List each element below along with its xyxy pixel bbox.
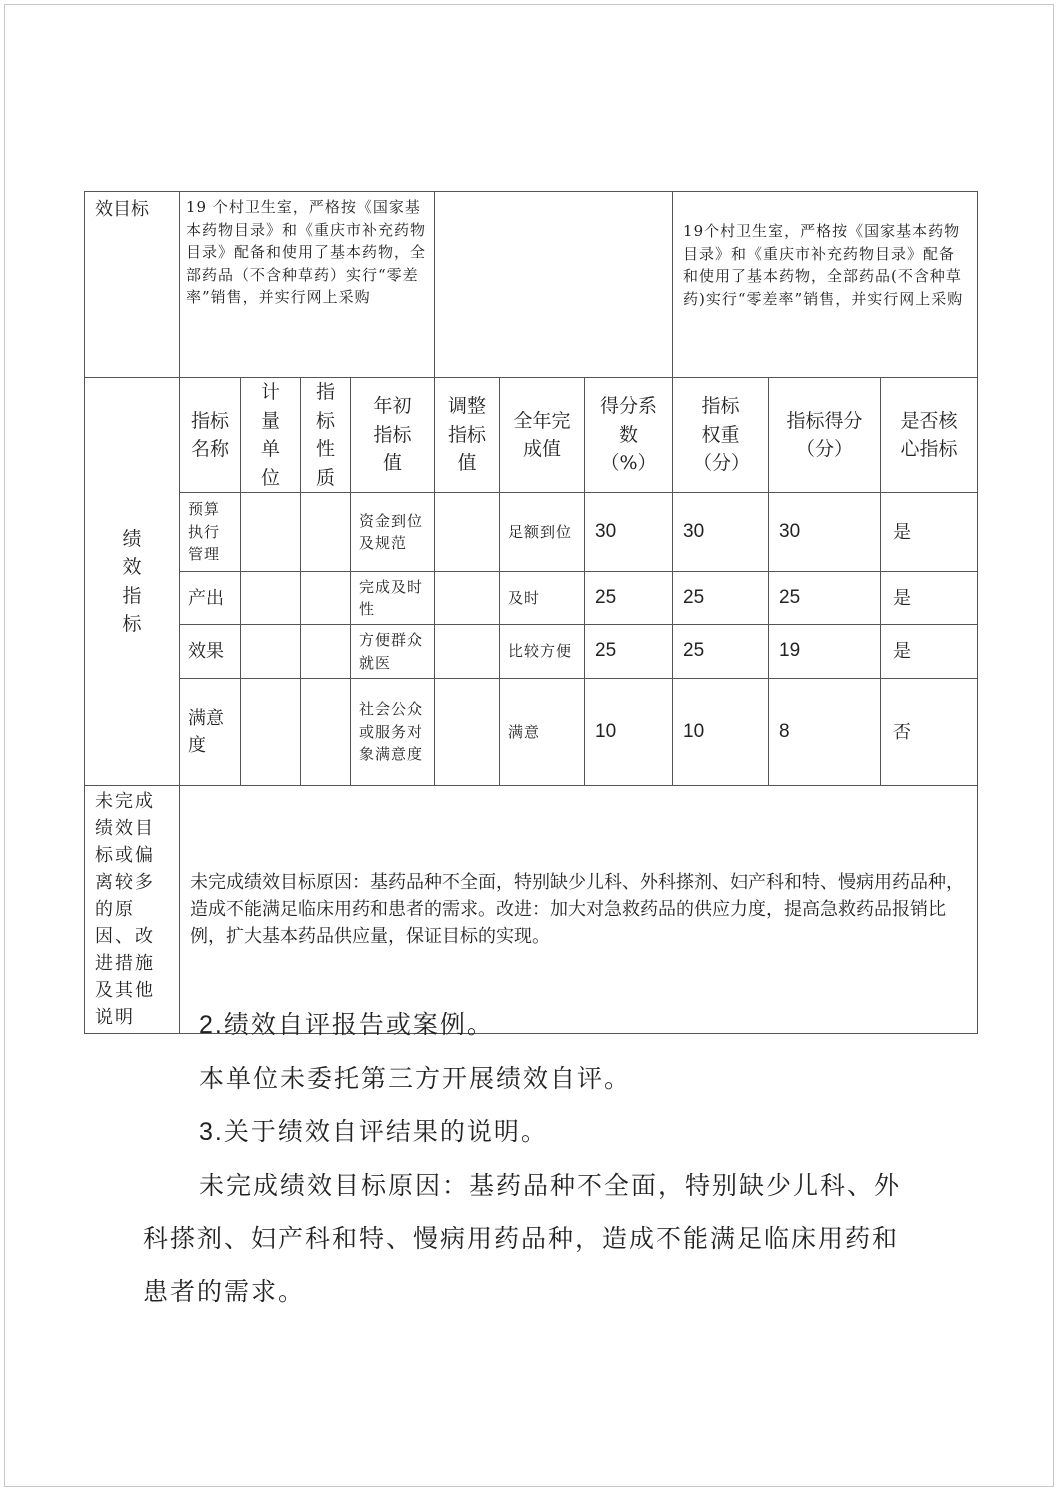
row-completion-value: 及时 xyxy=(500,572,585,625)
goal-plan-text: 19 个村卫生室，严格按《国家基本药物目录》和《重庆市补充药物目录》配备和使用了基本药物，全部药品（不含种草药）实行“零差率”销售，并实行网上采购 xyxy=(180,192,435,378)
performance-table xyxy=(84,191,978,1034)
section-3-number: 3. xyxy=(199,1118,224,1146)
row-completion-value: 满意 xyxy=(500,679,585,786)
header-indicator-score: 指标得分（分） xyxy=(769,378,881,493)
row-core-indicator: 否 xyxy=(881,679,978,786)
row-adjusted-value xyxy=(435,572,500,625)
header-unit: 计量单位 xyxy=(241,378,301,493)
row-indicator-weight: 10 xyxy=(673,679,769,786)
row-indicator-name: 效果 xyxy=(180,625,241,679)
row-indicator-score: 25 xyxy=(769,572,881,625)
header-core-indicator: 是否核心指标 xyxy=(881,378,978,493)
reason-label: 未完成绩效目标或偏离较多的原因、改进措施及其他说明 xyxy=(85,786,180,1034)
row-initial-value: 方便群众就医 xyxy=(351,625,435,679)
row-nature xyxy=(301,572,351,625)
goal-empty-cell xyxy=(435,192,673,378)
row-indicator-name: 预算执行管理 xyxy=(180,493,241,572)
section-2-heading xyxy=(143,998,923,1052)
row-unit xyxy=(241,493,301,572)
header-initial-value: 年初指标值 xyxy=(351,378,435,493)
row-unit xyxy=(241,572,301,625)
row-indicator-score: 30 xyxy=(769,493,881,572)
row-indicator-score: 19 xyxy=(769,625,881,679)
row-indicator-weight: 30 xyxy=(673,493,769,572)
row-initial-value: 资金到位及规范 xyxy=(351,493,435,572)
header-indicator-weight: 指标权重（分） xyxy=(673,378,769,493)
header-completion-value: 全年完成值 xyxy=(500,378,585,493)
section-3-title: 关于绩效自评结果的说明。 xyxy=(223,1117,548,1146)
row-nature xyxy=(301,679,351,786)
row-nature xyxy=(301,625,351,679)
row-indicator-score: 8 xyxy=(769,679,881,786)
header-adjusted-value: 调整指标值 xyxy=(435,378,500,493)
indicator-header-row xyxy=(85,378,978,493)
goal-row xyxy=(85,192,978,378)
indicator-section-label-text: 绩效指标 xyxy=(122,527,142,635)
row-score-coefficient: 25 xyxy=(585,572,673,625)
section-2-number: 2. xyxy=(199,1011,224,1039)
row-score-coefficient: 30 xyxy=(585,493,673,572)
section-2-body: 本单位未委托第三方开展绩效自评。 xyxy=(199,1064,632,1093)
section-2-title: 绩效自评报告或案例。 xyxy=(223,1010,494,1039)
row-indicator-weight: 25 xyxy=(673,572,769,625)
section-3-heading xyxy=(143,1105,923,1159)
body-sections xyxy=(143,998,923,1318)
row-core-indicator: 是 xyxy=(881,625,978,679)
row-unit xyxy=(241,625,301,679)
indicator-section-label xyxy=(85,378,180,786)
row-completion-value: 足额到位 xyxy=(500,493,585,572)
row-core-indicator: 是 xyxy=(881,572,978,625)
row-indicator-name: 满意度 xyxy=(180,679,241,786)
row-nature xyxy=(301,493,351,572)
row-adjusted-value xyxy=(435,679,500,786)
row-adjusted-value xyxy=(435,493,500,572)
row-initial-value: 完成及时性 xyxy=(351,572,435,625)
reason-row xyxy=(85,786,978,1034)
row-initial-value: 社会公众或服务对象满意度 xyxy=(351,679,435,786)
row-completion-value: 比较方便 xyxy=(500,625,585,679)
table-row xyxy=(85,679,978,786)
section-3-body: 未完成绩效目标原因：基药品种不全面，特别缺少儿科、外科搽剂、妇产科和特、慢病用药品种，造成不能满足临床用药和患者的需求。 xyxy=(143,1171,902,1306)
row-indicator-weight: 25 xyxy=(673,625,769,679)
table-row xyxy=(85,625,978,679)
header-nature: 指标性质 xyxy=(301,378,351,493)
row-core-indicator: 是 xyxy=(881,493,978,572)
row-score-coefficient: 25 xyxy=(585,625,673,679)
table-row xyxy=(85,493,978,572)
row-adjusted-value xyxy=(435,625,500,679)
row-score-coefficient: 10 xyxy=(585,679,673,786)
row-indicator-name: 产出 xyxy=(180,572,241,625)
header-score-coefficient: 得分系数（%） xyxy=(585,378,673,493)
row-unit xyxy=(241,679,301,786)
header-indicator-name: 指标名称 xyxy=(180,378,241,493)
table-row xyxy=(85,572,978,625)
goal-label: 效目标 xyxy=(85,192,180,378)
reason-text: 未完成绩效目标原因：基药品种不全面，特别缺少儿科、外科搽剂、妇产科和特、慢病用药品种，造成不能满足临床用药和患者的需求。改进：加大对急救药品的供应力度，提高急救药品报销比例，扩大基本药品供应量，保证目标的实现。 xyxy=(180,786,978,1034)
goal-actual-text: 19个村卫生室，严格按《国家基本药物目录》和《重庆市补充药物目录》配备和使用了基本药物，全部药品(不含种草药)实行“零差率”销售，并实行网上采购 xyxy=(673,192,978,378)
